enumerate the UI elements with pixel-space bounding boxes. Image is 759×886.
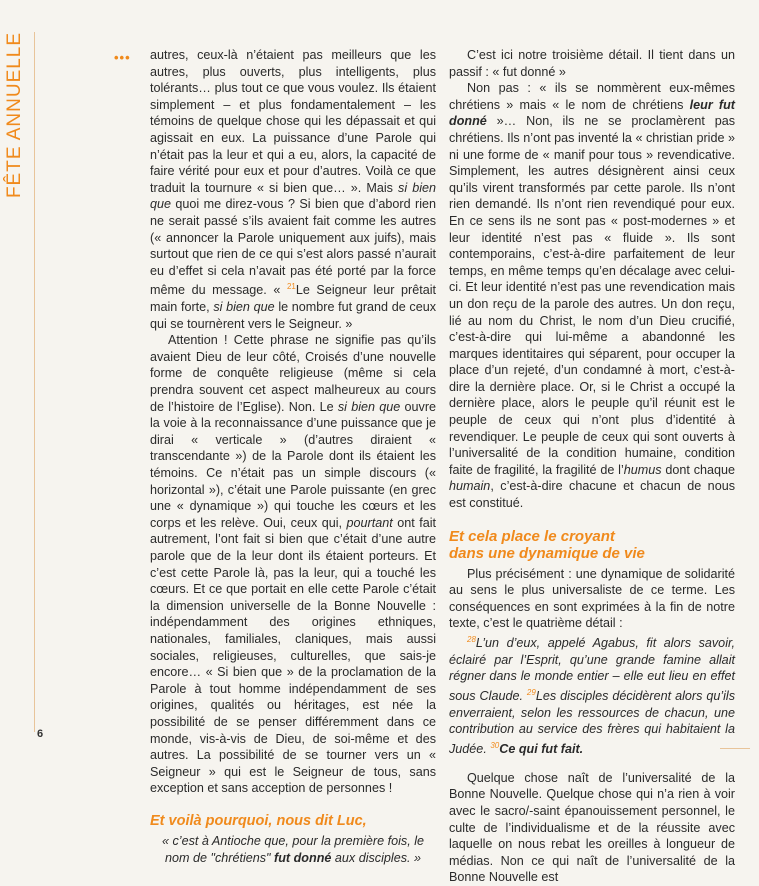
paragraph: C’est ici notre troisième détail. Il tient dans un passif : « fut donné »: [449, 48, 735, 79]
section-heading: Et voilà pourquoi, nous dit Luc,: [150, 812, 367, 829]
paragraph: autres, ceux-là n’étaient pas meilleurs que les autres, plus ouverts, plus intelligents, plus tolérants… plus tout ce que vous voulez. Ils étaient simplement – et plus fondamentalement – les témoins de quelque chose qui les dépassait et qui agissait en eux. La puissance d’une Parole qui n’était pas la leur et qui a eu, alors, la capacité de faire vérité pour eux et pour d’autres. Voilà ce que traduit la tournure « si bien que… ». Mais si bien que quoi me direz-vous ? Si bien que d’abord rien ne serait passé s’ils avaient fait comme les autres (« annoncer la Parole uniquement aux juifs), mais surtout que rien de ce qui s’est alors passé n’aurait eu d’effet si cela n’avait pas été porté par la force même du message. « $^{21}$Le Seigneur leur prêtait main forte, si bien que le nombre fut grand de ceux qui se tournèrent vers le Seigneur. »: [150, 48, 437, 331]
verse-number: 21: [286, 282, 296, 292]
page-number: 6: [37, 728, 44, 740]
scripture-quote: $^{28}$L’un d’eux, appelé Agabus, fit alors savoir, éclairé par l’Esprit, qu’une grande famine allait régner dans le monde entier – elle eut lieu en effet sous Claude. $^{29}$Les disciples décidèrent alors qu’ils enverraient, selon les ressources de chacun, une contribution au service des frères qui habitaient la Judée. $^{30}$Ce qui fut fait.: [449, 635, 736, 757]
left-column: [150, 47, 436, 866]
quote: « c’est à Antioche que, pour la première fois, le nom de "chrétiens" fut donné aux disciples. »: [161, 833, 425, 865]
paragraph: Plus précisément : une dynamique de solidarité au sens le plus universaliste de ce terme. Les conséquences en sont exprimées à la fin de notre texte, c’est le quatrième détail :: [449, 566, 735, 631]
side-divider: [34, 32, 35, 732]
section-title-text: FÊTE ANNUELLE: [4, 31, 26, 199]
section-heading: Et cela place le croyant dans une dynamique de vie: [449, 527, 645, 562]
paragraph: Attention ! Cette phrase ne signifie pas qu’ils avaient Dieu de leur côté, Croisés d’une nouvelle forme de conquête religieuse (même si cela prendra souvent cet aspect malheureux au cours de l’histoire de l’Eglise). Non. Le si bien que ouvre la voie à la reconnaissance d’une puissance que je dirai « verticale » (d’autres diraient « transcendante ») de la Parole dont ils étaient les témoins. Ce n’était pas un simple discours (« horizontal »), c’était une Parole puissante (en grec une « dynamique ») qui touche les cœurs et les corps et les relève. Oui, ceux qui, pourtant ont fait autrement, l’ont fait si bien que c’était d’une autre parole que de la leur dont ils étaient porteurs. Et c’est cette Parole là, pas la leur, qui a touché les cœurs. Et ce que portait en elle cette Parole c’était la dimension universelle de la Bonne Nouvelle : indépendamment des origines ethniques, nationales, familiales, claniques, mais aussi sociales, religieuses, culturelles, que sais-je encore… « Si bien que » de la proclamation de la Parole à tout homme indépendamment de ses origines, qualités ou héritages, est née la possibilité de se penser différemment dans ce monde, vis-à-vis de Dieu, de soi-même et des autres. La possibilité de se tourner vers un « Seigneur » qui est le Seigneur de tous, sans exception et sans acception de personnes !: [150, 333, 437, 796]
orange-dots-icon: •••: [114, 50, 131, 65]
decorative-rule: [720, 748, 750, 753]
paragraph: Non pas : « ils se nommèrent eux-mêmes chrétiens » mais « le nom de chrétiens leur fut donné »… Non, ils ne se proclamèrent pas chrétiens. Ils n’ont pas inventé la « christian pride » ni une forme de « manif pour tous » revendicative. Simplement, les autres désignèrent ainsi ceux qu’ils virent transformés par cette parole. Ils n’ont rien demandé. Ils n’ont rien revendiqué pour eux. En ce sens ils ne sont pas « post-modernes » et leur identité n’est pas « fluide ». Ils sont contemporains, c’est-à-dire parfaitement de leur temps, en même temps qu’en décalage avec celui-ci. Et leur identité n’est pas une revendication mais un don reçu de la parole des autres. Un don reçu, lié au nom du Christ, le nom d’un Dieu crucifié, c’est-à-dire qui lui-même a abandonné les marques identitaires qui séparent, pour occuper la place d’un rejeté, d’un condamné à mort, c’est-à-dire la dernière place. Or, si le Christ a occupé la dernière place, alors le peuple qu’il réunit est le peuple de ceux qui n’ont plus d’identité à revendiquer. Le peuple de ceux qui sont ouverts à l’universalité de la condition humaine, condition faite de fragilité, la fragilité de l’humus dont chaque humain, c’est-à-dire chacune et chacun de nous est constitué.: [449, 81, 736, 511]
paragraph: Quelque chose naît de l’universalité de la Bonne Nouvelle. Quelque chose qui n’a rien à voir avec le sacro/-saint épanouissement personnel, le culte de l’individualisme et de la réussite avec laquelle on nous rebat les oreilles à longueur de médias. Non ce qui naît de l’universalité de la Bonne Nouvelle est: [449, 770, 735, 885]
section-title: [2, 30, 28, 200]
right-column: [449, 47, 735, 886]
